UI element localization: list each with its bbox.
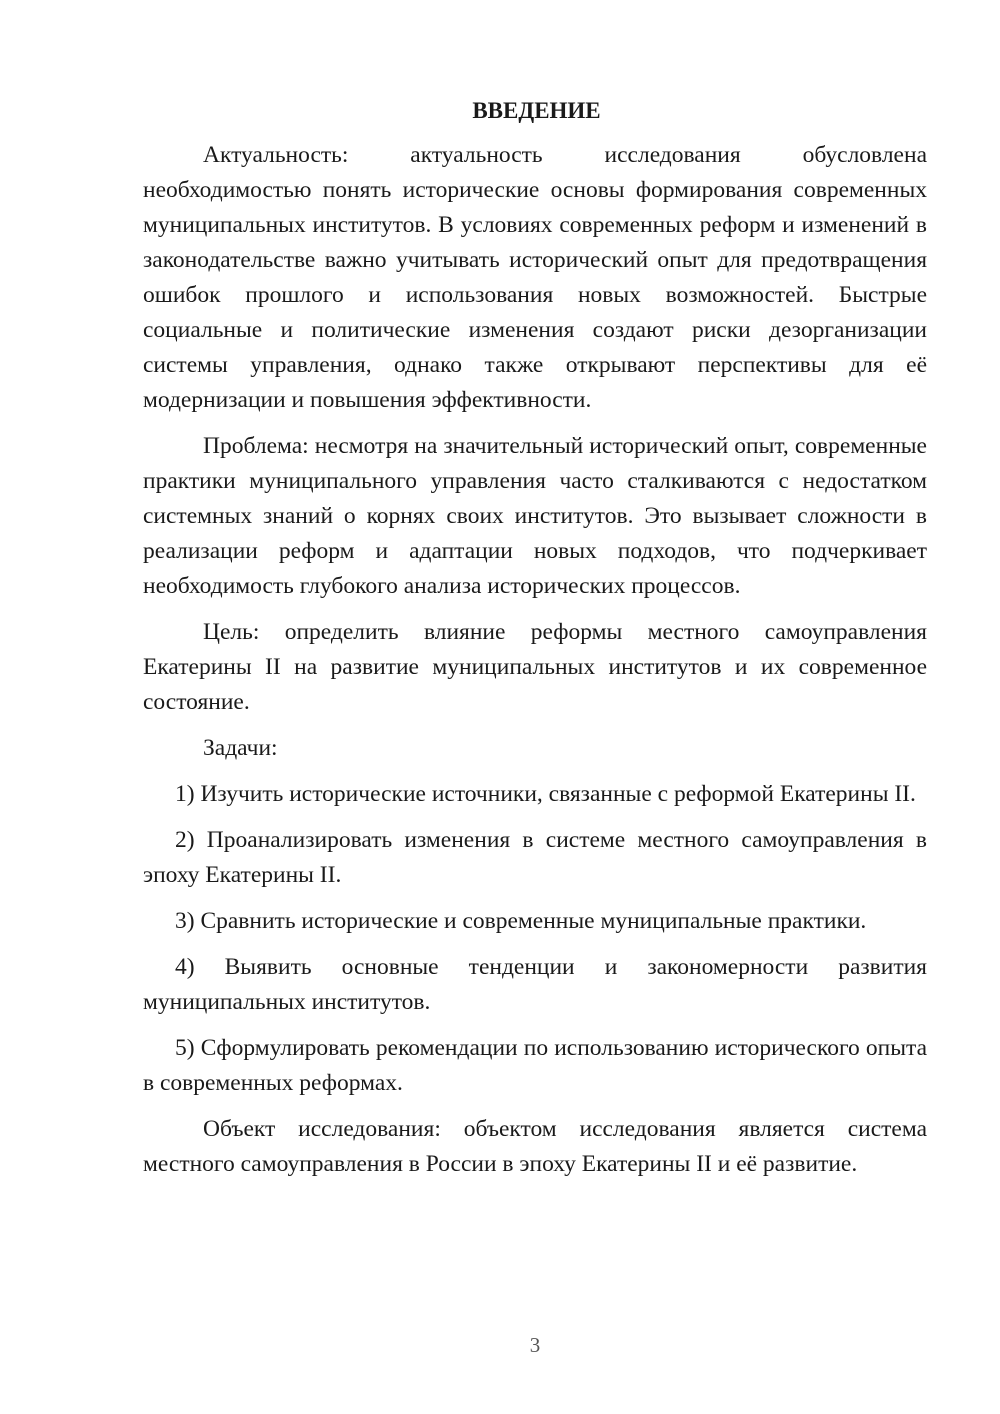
paragraph-object: Объект исследования: объектом исследования является система местного самоуправления в России в эпоху Екатерины II и её развитие. — [143, 1116, 927, 1177]
page-number: 3 — [529, 1333, 541, 1357]
task-item-1: 1) Изучить исторические источники, связанные с реформой Екатерины II. — [175, 781, 916, 807]
paragraph-goal: Цель: определить влияние реформы местного самоуправления Екатерины II на развитие муниципальных институтов и их современное состояние. — [143, 619, 927, 715]
task-item-3: 3) Сравнить исторические и современные муниципальные практики. — [175, 908, 867, 934]
tasks-heading: Задачи: — [203, 735, 278, 761]
page-content — [143, 93, 927, 1193]
tasks-list — [143, 777, 927, 1101]
section-title: ВВЕДЕНИЕ — [472, 98, 601, 123]
task-item-4: 4) Выявить основные тенденции и закономерности развития муниципальных институтов. — [143, 954, 927, 1015]
paragraph-problem: Проблема: несмотря на значительный исторический опыт, современные практики муниципального управления часто сталкиваются с недостатком системных знаний о корнях своих институтов. Это вызывает сложности в реализации реформ и адаптации новых подходов, что подчеркивает необходимость глубокого анализа исторических процессов. — [143, 433, 927, 599]
task-item-2: 2) Проанализировать изменения в системе местного самоуправления в эпоху Екатерины II. — [143, 827, 927, 888]
task-item-5: 5) Сформулировать рекомендации по использованию исторического опыта в современных реформах. — [143, 1035, 927, 1096]
paragraph-relevance: Актуальность: актуальность исследования обусловлена необходимостью понять исторические основы формирования современных муниципальных институтов. В условиях современных реформ и изменений в законодательстве важно учитывать исторический опыт для предотвращения ошибок прошлого и использования новых возможностей. Быстрые социальные и политические изменения создают риски дезорганизации системы управления, однако также открывают перспективы для её модернизации и повышения эффективности. — [143, 142, 927, 413]
